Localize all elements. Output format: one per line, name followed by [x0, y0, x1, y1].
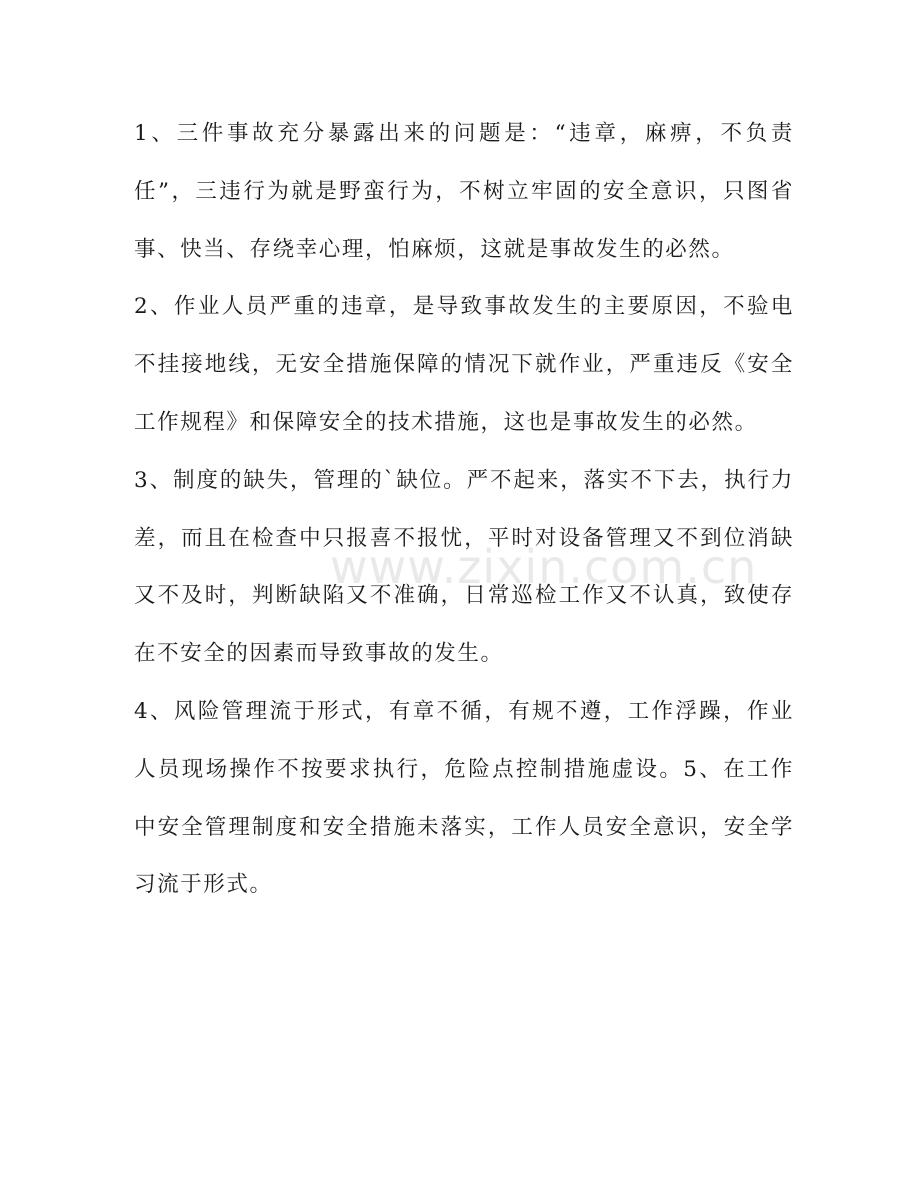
watermark: www.zixin.com.cn — [330, 540, 758, 594]
document-body — [134, 105, 794, 914]
paragraph-4: 4、风险管理流于形式，有章不循，有规不遵，工作浮躁，作业人员现场操作不按要求执行，危险点控制措施虚设。5、在工作中安全管理制度和安全措施未落实，工作人员安全意识，安全学习流于形式。 — [134, 698, 794, 898]
paragraph-1: 1、三件事故充分暴露出来的问题是：“违章，麻痹，不负责任”，三违行为就是野蛮行为，不树立牢固的安全意识，只图省事、快当、存绕幸心理，怕麻烦，这就是事故发生的必然。 — [134, 121, 794, 262]
paragraph-2: 2、作业人员严重的违章，是导致事故发生的主要原因，不验电不挂接地线，无安全措施保障的情况下就作业，严重违反《安全工作规程》和保障安全的技术措施，这也是事故发生的必然。 — [134, 294, 794, 435]
paragraph-3: 3、制度的缺失，管理的`缺位。严不起来，落实不下去，执行力差，而且在检查中只报喜不报忧，平时对设备管理又不到位消缺又不及时，判断缺陷又不准确，日常巡检工作又不认真，致使存在不安全的因素而导致事故的发生。 — [134, 467, 794, 667]
